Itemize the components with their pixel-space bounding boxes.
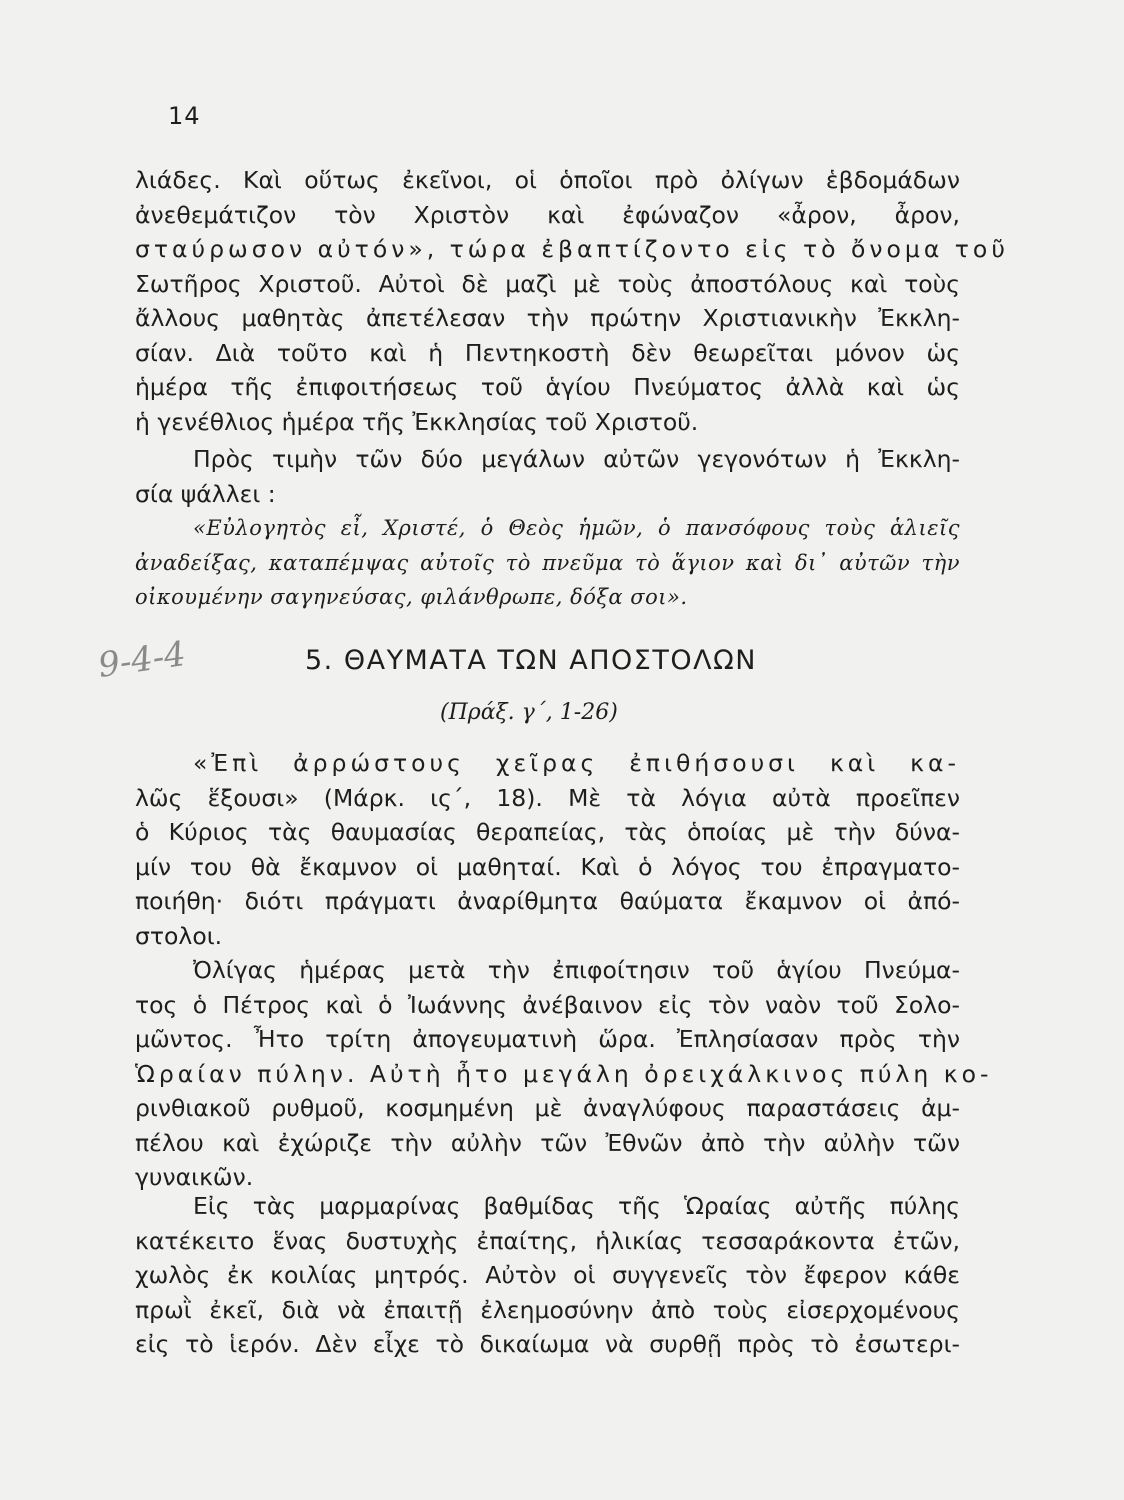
text-line: σίαν. Διὰ τοῦτο καὶ ἡ Πεντηκοστὴ δὲν θεωρεῖται μόνον ὡς xyxy=(135,338,960,367)
handwritten-margin-note: 9-4-4 xyxy=(95,634,189,686)
text-line: «Ἐπὶ ἀρρώστους χεῖρας ἐπιθήσουσι καὶ κα- xyxy=(193,749,960,777)
text-line: Εἰς τὰς μαρμαρίνας βαθμίδας τῆς Ὡραίας αὐτῆς πύλης xyxy=(193,1192,960,1220)
text-line: πέλου καὶ ἐχώριζε τὴν αὐλὴν τῶν Ἐθνῶν ἀπὸ τὴν αὐλὴν τῶν xyxy=(135,1128,960,1157)
text-line: λῶς ἕξουσι» (Μάρκ. ις΄, 18). Μὲ τὰ λόγια αὐτὰ προεῖπεν xyxy=(135,783,960,812)
text-line: μίν του θὰ ἔκαμνον οἱ μαθηταί. Καὶ ὁ λόγος του ἐπραγματο- xyxy=(135,852,960,881)
paragraph-4 xyxy=(135,953,993,1195)
paragraph-5 xyxy=(135,1189,960,1362)
text-line: ποιήθη· διότι πράγματι ἀναρίθμητα θαύματα ἔκαμνον οἱ ἀπό- xyxy=(135,887,960,915)
text-line: «Εὐλογητὸς εἶ, Χριστέ, ὁ Θεὸς ἡμῶν, ὁ πανσόφους τοὺς ἁλιεῖς xyxy=(193,516,960,540)
text-line: ἡ γενέθλιος ἡμέρα τῆς Ἐκκλησίας τοῦ Χριστοῦ. xyxy=(135,407,699,436)
text-line: εἰς τὸ ἱερόν. Δὲν εἶχε τὸ δικαίωμα νὰ συρθῇ πρὸς τὸ ἐσωτερι- xyxy=(135,1330,960,1358)
text-line: στολοι. xyxy=(135,921,223,950)
text-line: ρινθιακοῦ ρυθμοῦ, κοσμημένη μὲ ἀναγλύφους παραστάσεις ἀμ- xyxy=(135,1094,960,1122)
page-number: 14 xyxy=(168,102,201,130)
text-line: σία ψάλλει : xyxy=(135,479,276,508)
text-line: οἰκουμένην σαγηνεύσας, φιλάνθρωπε, δόξα σοι». xyxy=(135,585,688,609)
paragraph-3 xyxy=(135,746,960,953)
text-line: ὁ Κύριος τὰς θαυμασίας θεραπείας, τὰς ὁποίας μὲ τὴν δύνα- xyxy=(135,818,960,846)
text-line: γυναικῶν. xyxy=(135,1163,254,1191)
text-line: Ὀλίγας ἡμέρας μετὰ τὴν ἐπιφοίτησιν τοῦ ἁγίου Πνεύμα- xyxy=(193,956,960,984)
text-line: κατέκειτο ἕνας δυστυχὴς ἐπαίτης, ἡλικίας τεσσαράκοντα ἐτῶν, xyxy=(135,1226,960,1255)
hymn-quote xyxy=(135,511,960,615)
section-reference: (Πράξ. γ΄, 1-26) xyxy=(440,700,618,725)
paragraph-1 xyxy=(135,163,1009,439)
text-line: ἀνεθεμάτιζον τὸν Χριστὸν καὶ ἐφώναζον «ἆρον, ἆρον, xyxy=(135,200,960,229)
text-line: ἡμέρα τῆς ἐπιφοιτήσεως τοῦ ἁγίου Πνεύματος ἀλλὰ καὶ ὡς xyxy=(135,373,960,401)
text-line: τος ὁ Πέτρος καὶ ὁ Ἰωάννης ἀνέβαινον εἰς τὸν ναὸν τοῦ Σολο- xyxy=(135,990,960,1019)
text-line: ἄλλους μαθητὰς ἀπετέλεσαν τὴν πρώτην Χριστιανικὴν Ἐκκλη- xyxy=(135,304,960,332)
text-line: σταύρωσον αὐτόν», τώρα ἐβαπτίζοντο εἰς τὸ ὄνομα τοῦ xyxy=(135,235,1009,263)
text-line: μῶντος. Ἦτο τρίτη ἀπογευματινὴ ὥρα. Ἐπλησίασαν πρὸς τὴν xyxy=(135,1025,960,1053)
text-line: ἀναδείξας, καταπέμψας αὐτοῖς τὸ πνεῦμα τὸ ἅγιον καὶ δι᾿ αὐτῶν τὴν xyxy=(135,550,960,575)
text-line: πρωῒ ἐκεῖ, διὰ νὰ ἐπαιτῇ ἐλεημοσύνην ἀπὸ τοὺς εἰσερχομένους xyxy=(135,1295,960,1324)
text-line: χωλὸς ἐκ κοιλίας μητρός. Αὐτὸν οἱ συγγενεῖς τὸν ἔφερον κάθε xyxy=(135,1261,960,1289)
text-line: λιάδες. Καὶ οὕτως ἐκεῖνοι, οἱ ὁποῖοι πρὸ ὀλίγων ἑβδομάδων xyxy=(135,166,960,194)
paragraph-2 xyxy=(135,442,960,511)
text-line: Πρὸς τιμὴν τῶν δύο μεγάλων αὐτῶν γεγονότων ἡ Ἐκκλη- xyxy=(193,445,960,473)
text-line: Σωτῆρος Χριστοῦ. Αὐτοὶ δὲ μαζὶ μὲ τοὺς ἀποστόλους καὶ τοὺς xyxy=(135,269,960,298)
text-line: Ὡραίαν πύλην. Αὐτὴ ἦτο μεγάλη ὀρειχάλκινος πύλη κο- xyxy=(135,1059,993,1088)
section-heading: 5. ΘΑΥΜΑΤΑ ΤΩΝ ΑΠΟΣΤΟΛΩΝ xyxy=(305,645,757,676)
